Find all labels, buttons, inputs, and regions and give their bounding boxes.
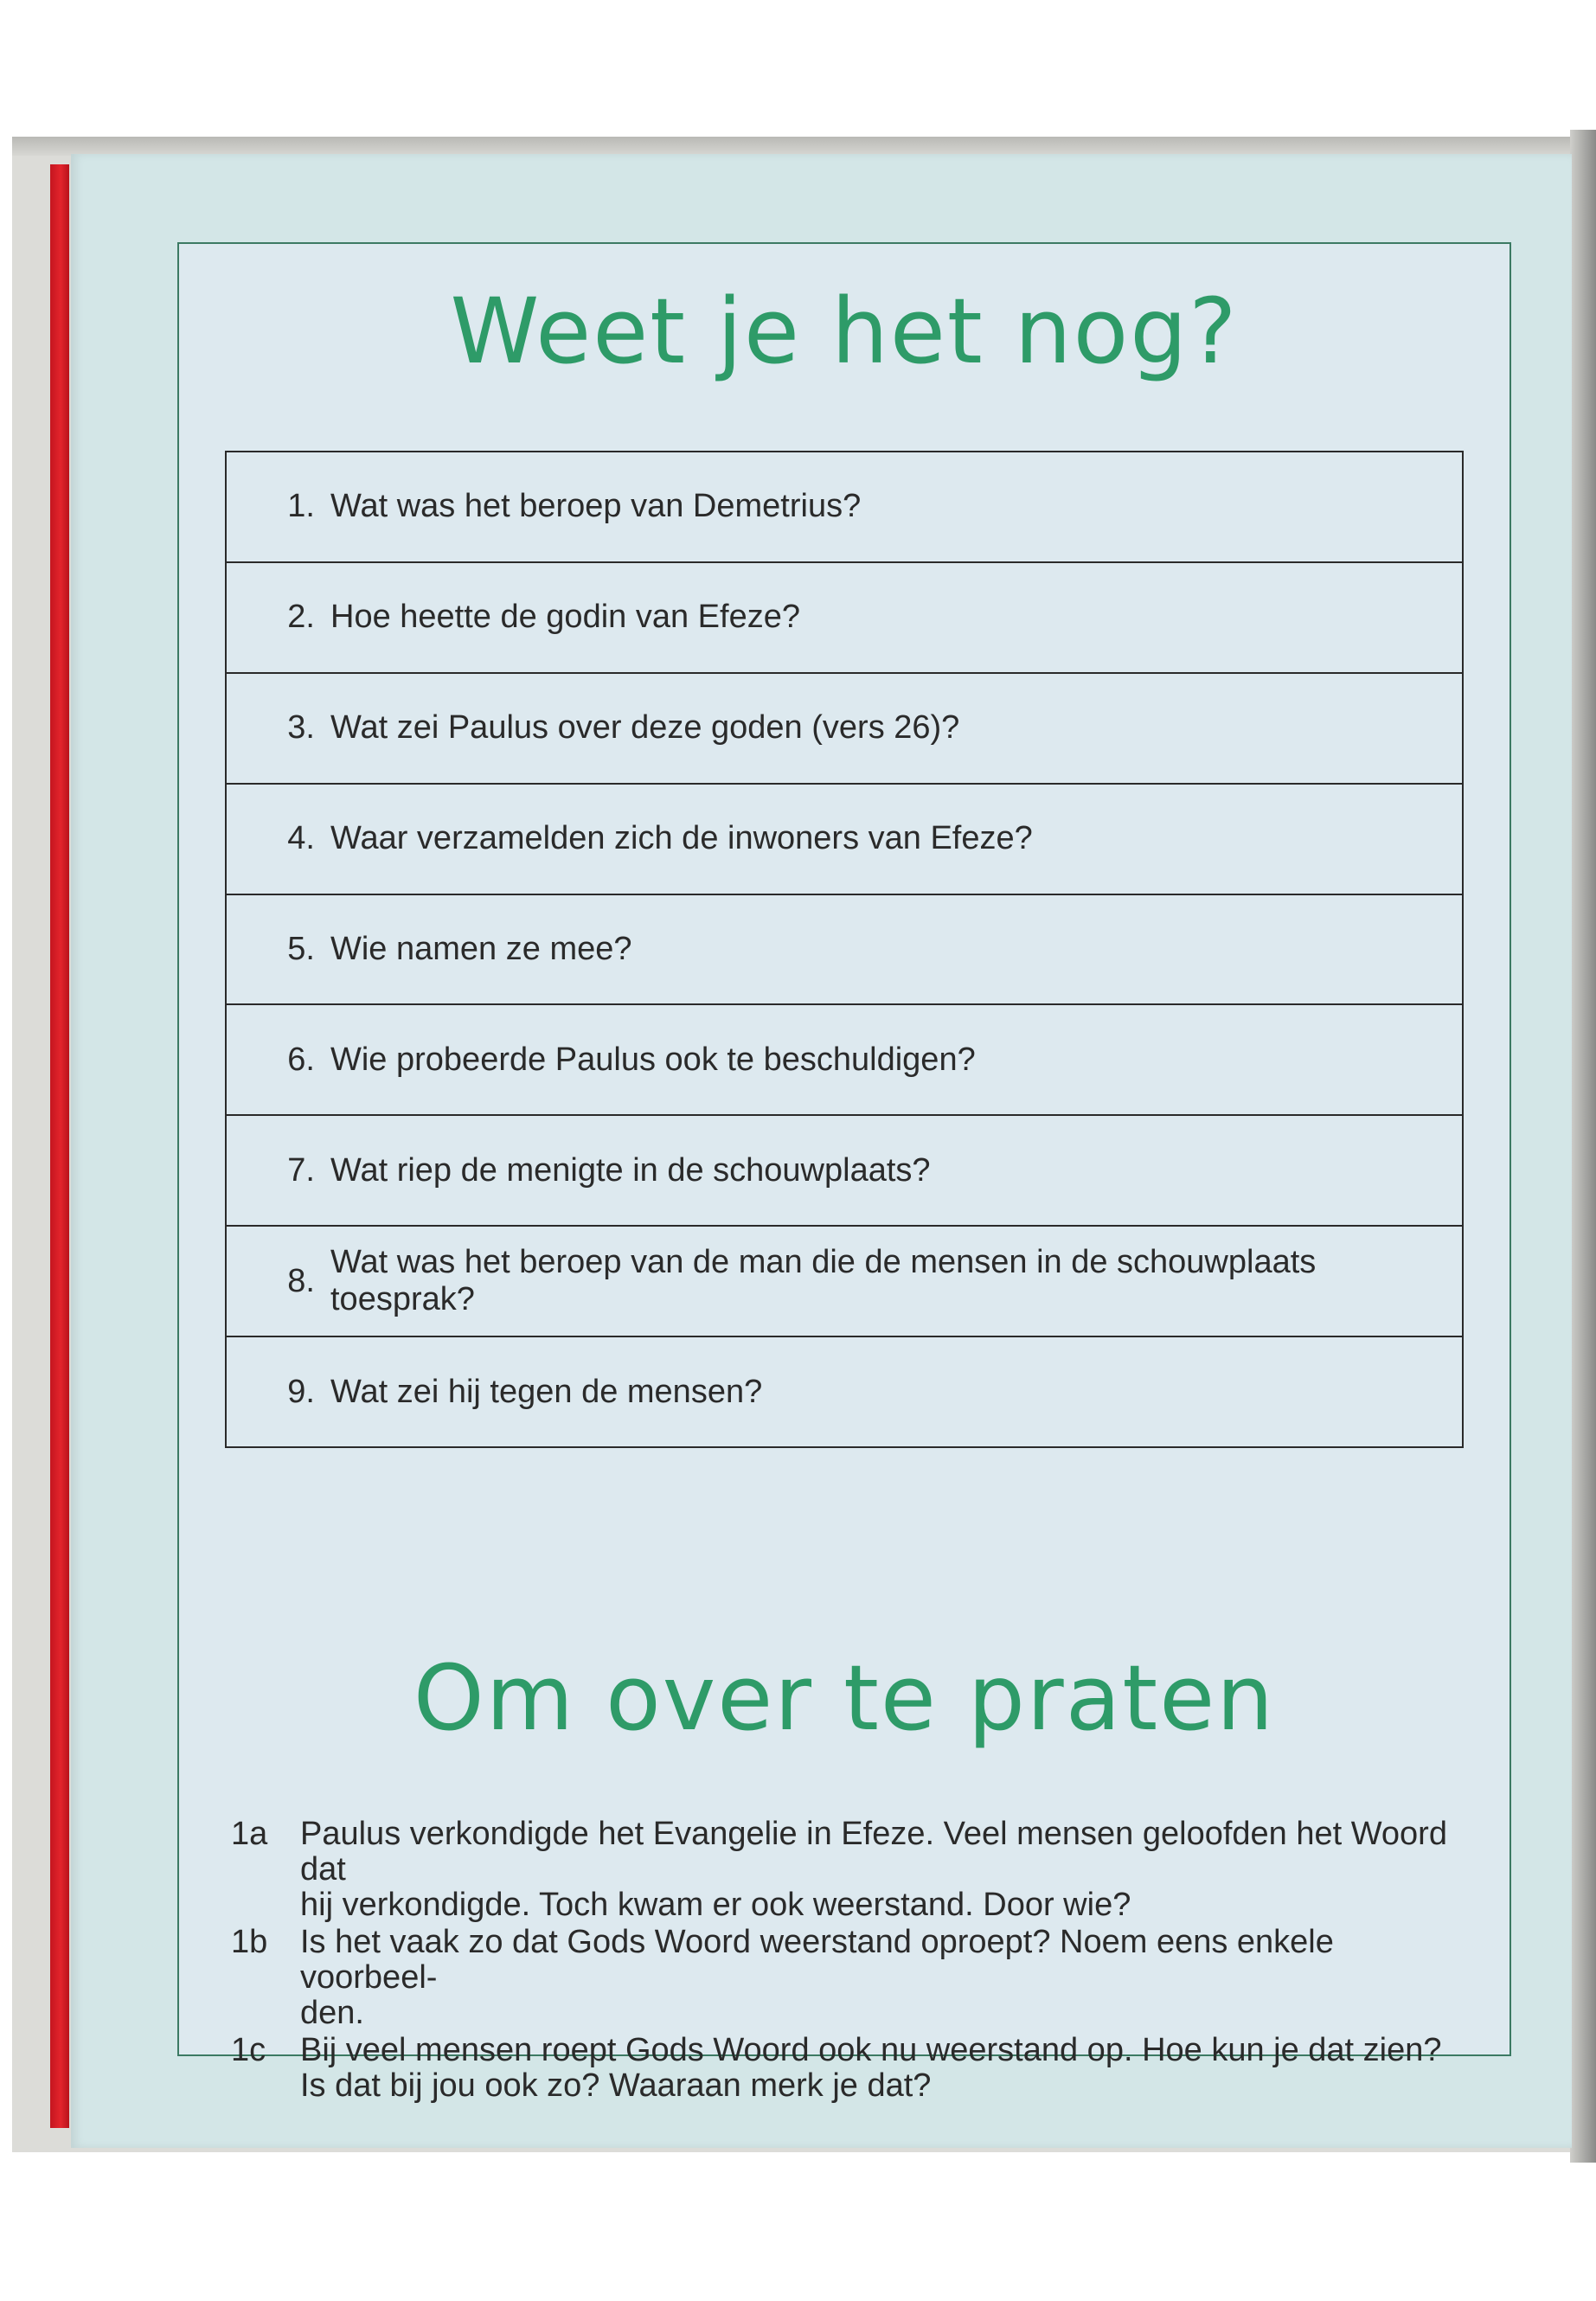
discussion-line: Bij veel mensen roept Gods Woord ook nu weerstand op. Hoe kun je dat zien? xyxy=(300,2032,1442,2068)
discussion-line: den. xyxy=(300,1995,364,2031)
question-text: Wat zei Paulus over deze goden (vers 26)? xyxy=(330,709,960,747)
question-text: Waar verzamelden zich de inwoners van Efeze? xyxy=(330,820,1033,857)
question-number: 4. xyxy=(287,820,315,857)
discussion-line: Paulus verkondigde het Evangelie in Efeze. Veel mensen geloofden het Woord dat xyxy=(300,1816,1447,1888)
question-text: Hoe heette de godin van Efeze? xyxy=(330,599,800,636)
section-title-discussion: Om over te praten xyxy=(413,1645,1276,1751)
question-row xyxy=(227,785,1462,895)
question-row xyxy=(227,1227,1462,1337)
book-right-edge xyxy=(1570,130,1596,2163)
worksheet-frame xyxy=(177,242,1511,2104)
question-number: 1. xyxy=(287,488,315,525)
discussion-code: 1b xyxy=(231,1924,268,1960)
question-number: 2. xyxy=(287,599,315,636)
discussion-text xyxy=(300,1925,1459,2031)
question-text: Wat riep de menigte in de schouwplaats? xyxy=(330,1151,931,1189)
discussion-list xyxy=(231,1817,1459,2106)
question-text: Wat was het beroep van Demetrius? xyxy=(330,488,862,525)
discussion-line: Is dat bij jou ook zo? Waaraan merk je dat? xyxy=(300,2067,932,2104)
section-title-recall: Weet je het nog? xyxy=(450,279,1239,384)
question-number: 5. xyxy=(287,931,315,967)
worksheet-page xyxy=(71,154,1572,2148)
book-red-edge xyxy=(50,164,69,2128)
question-row xyxy=(227,895,1462,1006)
question-row xyxy=(227,563,1462,674)
discussion-item xyxy=(231,1817,1459,1923)
question-number: 6. xyxy=(287,1041,315,1078)
discussion-item xyxy=(231,1925,1459,2031)
discussion-code: 1a xyxy=(231,1816,268,1852)
question-text: Wat was het beroep van de man die de mensen in de schouwplaats toesprak? xyxy=(330,1244,1317,1318)
questions-table xyxy=(225,451,1464,1448)
question-number: 9. xyxy=(287,1373,315,1410)
question-row xyxy=(227,1116,1462,1227)
question-number: 3. xyxy=(287,709,315,747)
question-row xyxy=(227,1337,1462,1446)
question-row xyxy=(227,674,1462,785)
discussion-text xyxy=(300,1817,1459,1923)
question-text: Wie namen ze mee? xyxy=(330,931,632,967)
discussion-code: 1c xyxy=(231,2032,266,2068)
discussion-line: Is het vaak zo dat Gods Woord weerstand oproept? Noem eens enkele voorbeel- xyxy=(300,1924,1334,1996)
question-text: Wie probeerde Paulus ook te beschuldigen? xyxy=(330,1041,976,1078)
discussion-line: hij verkondigde. Toch kwam er ook weerstand. Door wie? xyxy=(300,1887,1131,1923)
question-text: Wat zei hij tegen de mensen? xyxy=(330,1373,763,1410)
question-row xyxy=(227,452,1462,563)
question-row xyxy=(227,1005,1462,1116)
discussion-item xyxy=(231,2033,1459,2104)
discussion-text xyxy=(300,2033,1459,2104)
question-number: 7. xyxy=(287,1151,315,1189)
question-number: 8. xyxy=(287,1262,315,1299)
